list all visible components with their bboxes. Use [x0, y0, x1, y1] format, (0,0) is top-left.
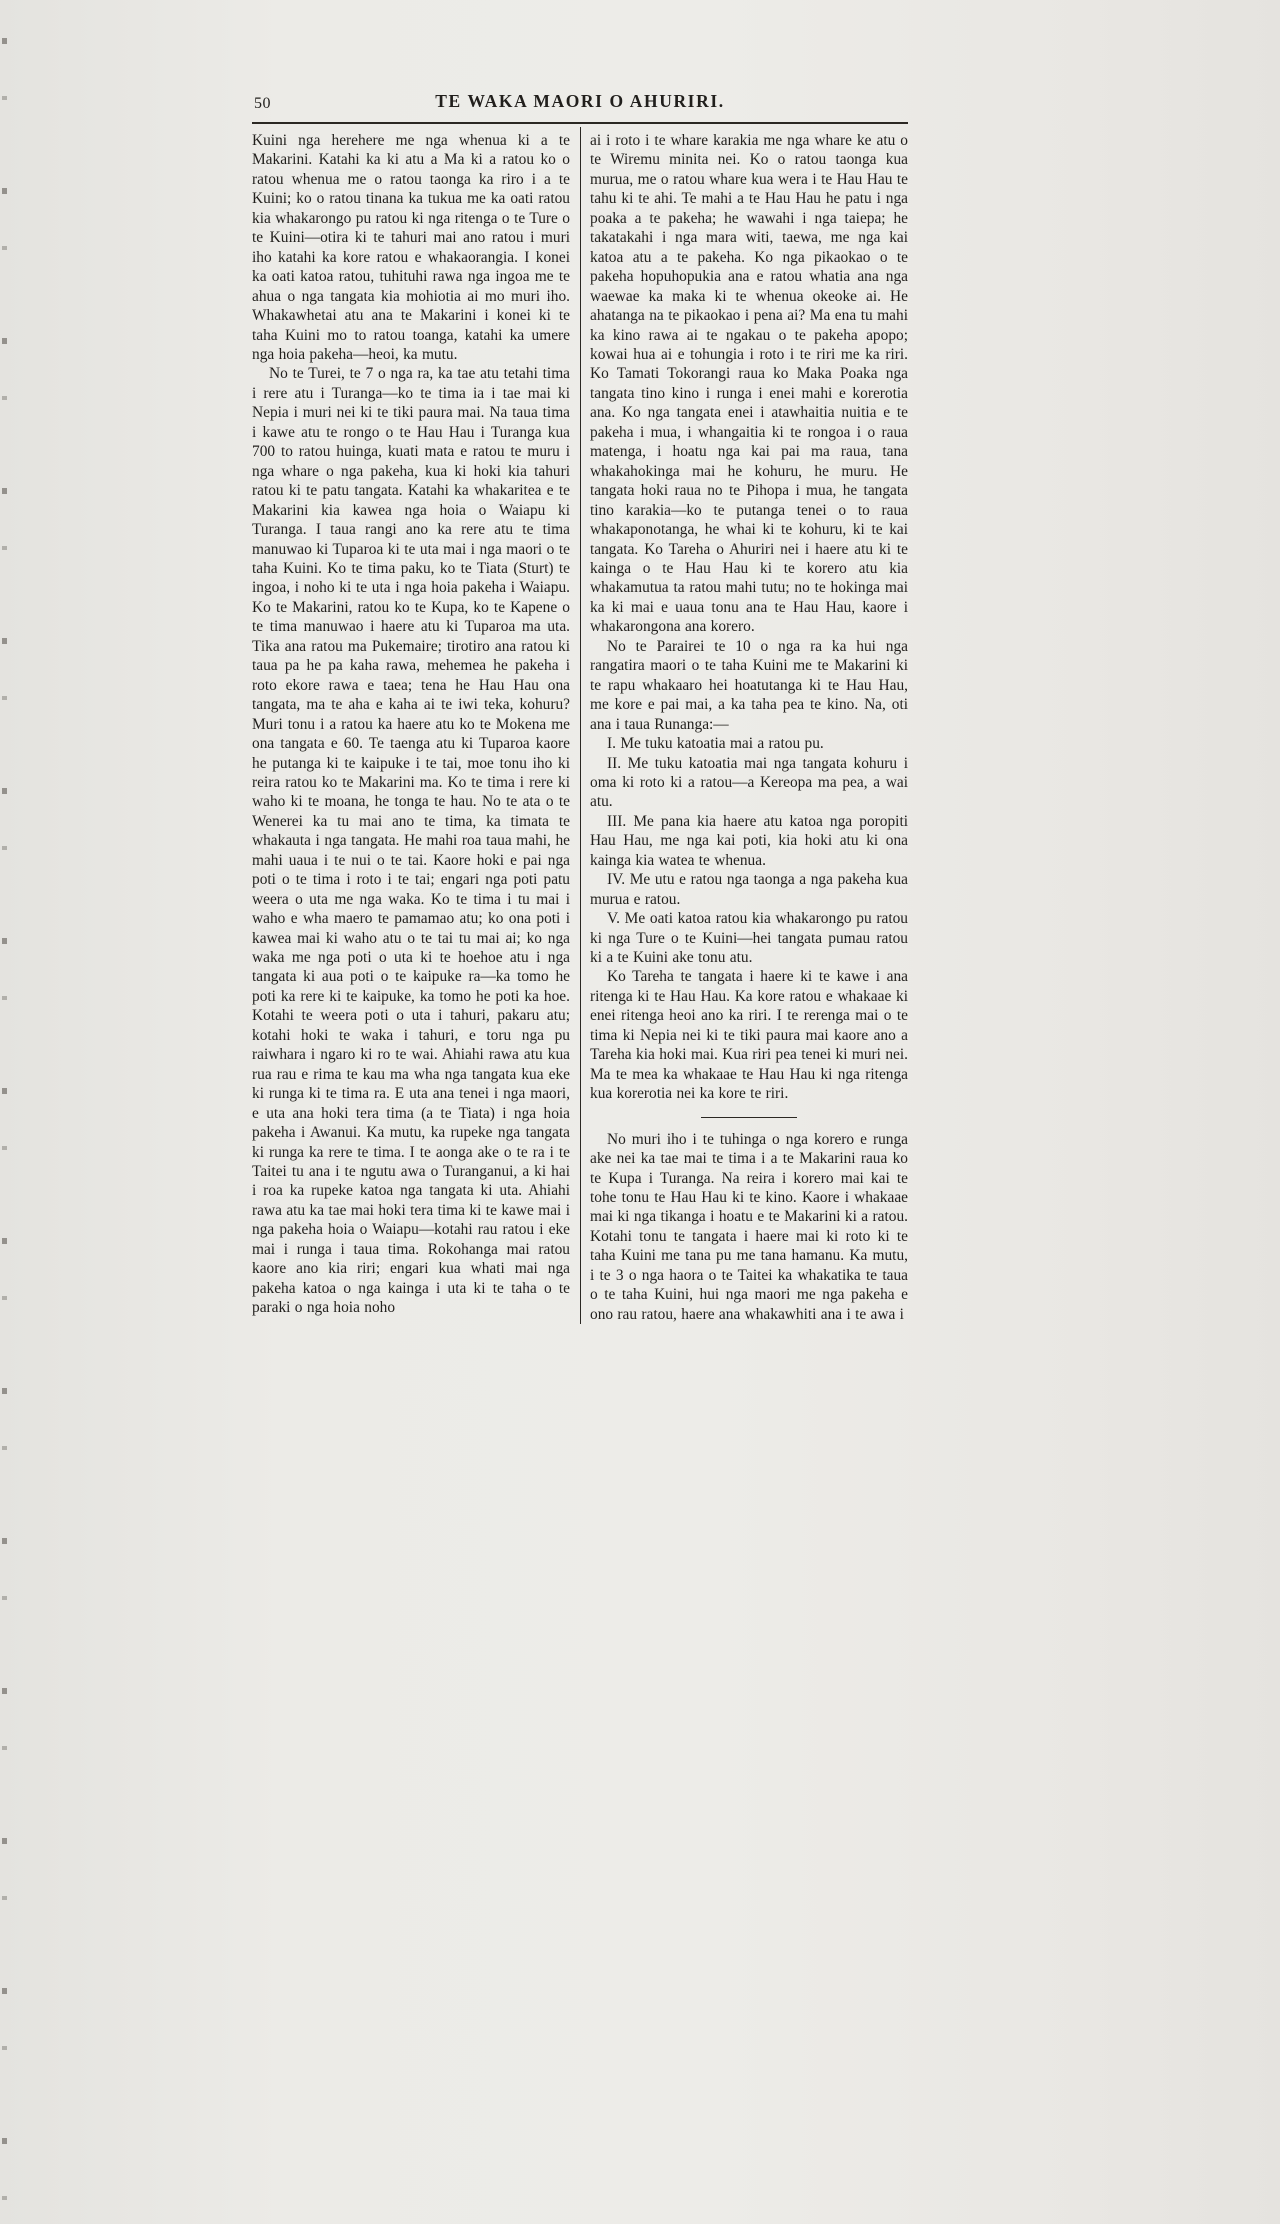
column-divider-rule	[580, 127, 581, 1324]
resolution-list-item: II. Me tuku katoatia mai nga tangata kohuru i oma ki roto ki a ratou—a Kereopa ma pea, a wai atu.	[590, 754, 908, 811]
text-columns	[252, 127, 908, 1324]
paragraph: Ko Tareha te tangata i haere ki te kawe i ana ritenga ki te Hau Hau. Ka kore ratou e whakaae ki enei ritenga heoi ano ka riri. I te rerenga mai o te tima ki Nepia nei ki te tiki paura mai kaore ano a Tareha kia hoki mai. Kua riri pea tenei ki muri nei. Ma te mea ka whakaae te Hau Hau ki nga ritenga kua korerotia nei ka kore te riri.	[590, 968, 908, 1103]
resolution-list-item: I. Me tuku katoatia mai a ratou pu.	[607, 735, 824, 753]
section-separator-rule	[701, 1117, 797, 1118]
masthead	[252, 86, 908, 122]
paragraph: No te Parairei te 10 o nga ra ka hui nga rangatira maori o te taha Kuini me te Makarini ki te rapu whakaaro hei hoatutanga ki te Hau Hau, me kore e pai mai, a ka taha pea te kino. Na, oti ana i taua Runanga:—	[590, 637, 908, 733]
page-content	[252, 86, 908, 1324]
paragraph: Kuini nga herehere me nga whenua ki a te Makarini. Katahi ka ki atu a Ma ki a ratou ko o ratou whenua me o ratou taonga ka riro i a te Kuini; ko o ratou tinana ka tukua me ka oati ratou kia whakarongo pu ratou ki nga ritenga o te Ture o te Kuini—otira ki te tahuri mai ano ratou i muri iho katahi ka kore ratou e whakaorangia. I konei ka oati katoa ratou, tuhituhi rawa nga ingoa me te ahua o nga tangata kia mohiotia ai mo muri iho. Whakawhetai atu ana te Makarini i konei ki te taha Kuini mo to ratou toanga, katahi ka umere nga hoia pakeha—heoi, ka mutu.	[252, 132, 570, 363]
resolution-list-item: III. Me pana kia haere atu katoa nga poropiti Hau Hau, me nga kai poti, kia hoki atu ki ona kainga kia watea te whenua.	[590, 812, 908, 869]
page-title: TE WAKA MAORI O AHURIRI.	[435, 91, 725, 111]
paragraph: ai i roto i te whare karakia me nga whare ke atu o te Wiremu minita nei. Ko o ratou taonga kua murua, me o ratou whare kua wera i te Hau Hau te tahu ki te ahi. Te mahi a te Hau Hau he patu i nga poaka a te pakeha; he wawahi i nga taiepa; he takatakahi i nga mara witi, taewa, me nga kai katoa atu a te pakeha. Ko nga pikaokao o te pakeha hopuhopukia ana e ratou whatia ana nga waewae ka maka ki te whenua okeoke ai. He ahatanga na te pikaokao i pena ai? Ma ena tu mahi ka kino rawa ai te ngakau o te pakeha apopo; kowai hua ai e tohungia i roto i te riri me ka riri. Ko Tamati Tokorangi raua ko Maka Poaka nga tangata tino kino i runga i enei mahi e korerotia ana. Ko nga tangata enei i atawhaitia nuitia e te pakeha i mua, i whangaitia ki te rongoa i o raua matenga, i hoatu nga kai pai ma raua, tana whakahokinga mai he kohuru, he muru. He tangata hoki raua no te Pihopa i mua, he tangata tino karakia—ko te putanga tenei o to raua whakaponotanga, he whai ki te kohuru, ki te kai tangata. Ko Tareha o Ahuriri nei i haere atu ki te kainga o te Hau Hau ki te korero atu kia whakamutua ta ratou mahi tutu; no te hokinga mai ka ki mai e uaua tonu ana te Hau Hau, kaore i whakarongona ana korero.	[590, 132, 908, 636]
resolution-list-item: IV. Me utu e ratou nga taonga a nga pakeha kua murua e ratou.	[590, 871, 908, 908]
header-rule	[252, 122, 908, 124]
paragraph: No muri iho i te tuhinga o nga korero e runga ake nei ka tae mai te tima i a te Makarini raua ko te Kupa i Turanga. Na reira i korero mai kai te tohe tonu te Hau Hau ki te kino. Kaore i whakaae mai ki nga tikanga i hoatu e te Makarini ki a ratou. Kotahi tonu te tangata i haere mai ki roto ki te taha Kuini me tana pu me tana hamanu. Ka mutu, i te 3 o nga haora o te Taitei ka whakatika te taua o te taha Kuini, hui nga maori me nga pakeha e ono rau ratou, haere ana whakawhiti ana i te awa i	[590, 1130, 908, 1323]
binding-marks-decoration	[0, 0, 12, 2224]
resolution-list-item: V. Me oati katoa ratou kia whakarongo pu ratou ki nga Ture o te Kuini—hei tangata pumau ratou ki a te Kuini ake tonu atu.	[590, 910, 908, 967]
paragraph: No te Turei, te 7 o nga ra, ka tae atu tetahi tima i rere atu i Turanga—ko te tima ia i tae mai ki Nepia i muri nei ki te tiki paura mai. Na taua tima i kawe atu te rongo o te Hau Hau i Turanga kua 700 to ratou huinga, kuati mata e ratou te muru i nga whare o nga pakeha, kua ki hoki kia tahuri ratou ki te patu tangata. Katahi ka whakaritea e te Makarini kia kawea nga hoia o Waiapu ki Turanga. I taua rangi ano ka rere atu te tima manuwao ki Tuparoa ki te uta mai i nga maori o te taha Kuini. Ko te tima paku, ko te Tiata (Sturt) te ingoa, i noho ki te uta i nga hoia pakeha i Waiapu. Ko te Makarini, ratou ko te Kupa, ko te Kapene o te tima manuwao i haere atu ki Tuparoa ma uta. Tika ana ratou ma Pukemaire; tirotiro ana ratou ki taua pa he pa kaha rawa, mehemea he pakeha i roto ekore rawa e taea; tena he Hau Hau ona tangata, ma te aha e kaha ai te iwi teka, kohuru? Muri tonu i a ratou ka haere atu ko te Mokena me ona tangata e 60. Te taenga atu ki Tuparoa kaore he putanga ki te kaipuke i te tai, moe tonu iho ki reira ratou ko te Makarini ma. Ko te tima i rere ki waho ki te moana, he tonga te hau. No te ata o te Wenerei ka tu mai ano te tima, ka timata te whakauta i nga tangata. He mahi roa taua mahi, he mahi uaua i te nui o te tai. Kaore hoki e pai nga poti o te tima i roto i te tai; engari nga poti patu weera o uta me nga waka. Ko te tima i tu mai i waho e wha maero te pamamao atu; ko ona poti i kawea mai ki waho atu o te tai tu mai ai; ko nga waka me nga poti o uta ki te hoehoe atu i nga tangata ki aua poti o te kaipuke ra—ka tomo he poti ka rere ki te kaipuke, ka tomo he poti ka hoe. Kotahi te weera poti o uta i tahuri, pakaru atu; kotahi hoki te waka i tahuri, e toru nga pu raiwhara i ngaro ki ro te wai. Ahiahi rawa atu kua rua rau e rima te kau ma wha nga tangata kua eke ki runga ki te tima ra. E uta ana tenei i nga maori, e uta ana hoki tera tima (a te Tiata) i nga hoia pakeha i Awanui. Ka mutu, ka rupeke nga tangata ki runga ka rere te tima. I te aonga ake o te ra i te Taitei tu ana i te ngutu awa o Turanganui, a ki hai i roa ka rupeke katoa nga tangata ki uta. Ahiahi rawa atu ka tae mai hoki tera tima ki te kawe mai i nga pakeha hoia o Waiapu—kotahi rau ratou i eke mai i runga i taua tima. Rokohanga mai ratou kaore ano kia riri; engari kua whati mai nga pakeha katoa o nga kainga i uta ki te taha o te paraki o nga hoia noho	[252, 365, 570, 1317]
page-number: 50	[254, 95, 271, 112]
right-column	[590, 127, 908, 1324]
left-column	[252, 127, 570, 1324]
